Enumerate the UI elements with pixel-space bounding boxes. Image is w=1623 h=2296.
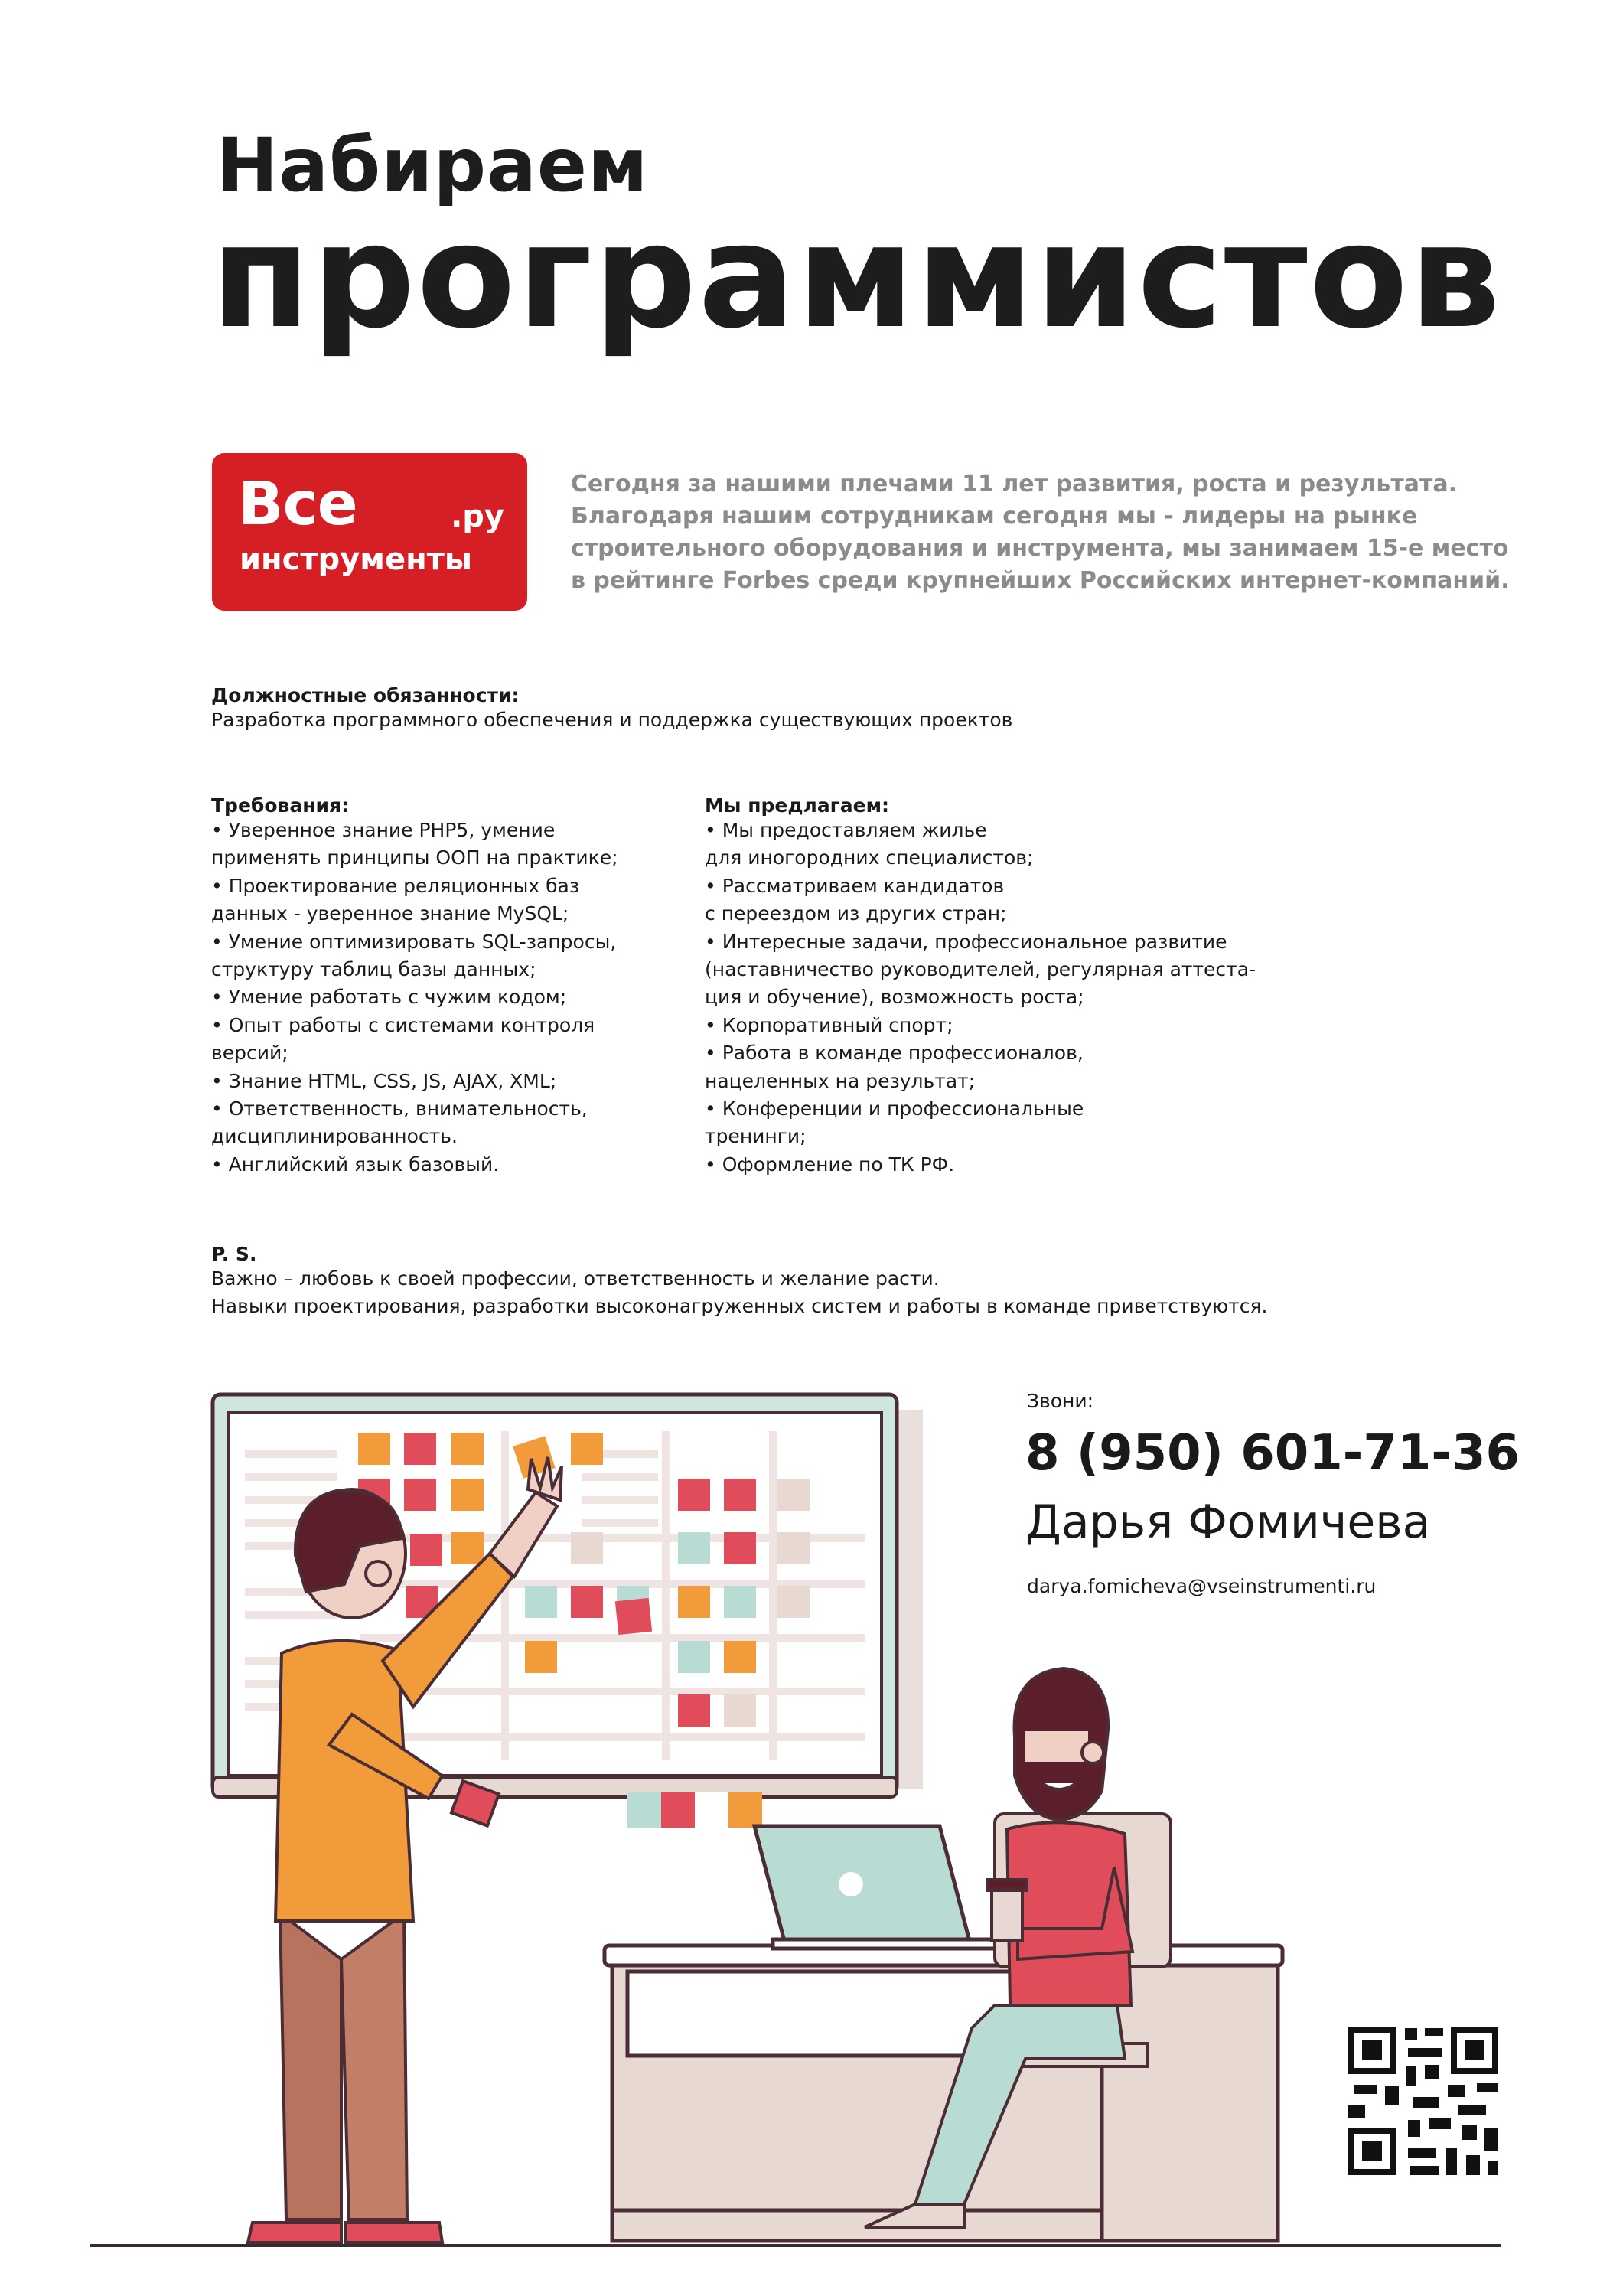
intro-line: Благодаря нашим сотрудникам сегодня мы - лидеры на рынке	[571, 503, 1418, 530]
requirements-line: • Умение работать с чужим кодом;	[211, 986, 567, 1009]
requirements-line: дисциплинированность.	[211, 1125, 458, 1148]
offer-line: для иногородних специалистов;	[705, 846, 1034, 869]
logo-word-small: инструменты	[240, 542, 473, 577]
requirements-line: • Умение оптимизировать SQL-запросы,	[211, 930, 617, 953]
contact-name: Дарья Фомичева	[1025, 1495, 1431, 1549]
intro-line: в рейтинге Forbes среди крупнейших Российских интернет-компаний.	[571, 567, 1510, 594]
ps-title: P. S.	[211, 1243, 257, 1265]
headline-main: программистов	[211, 193, 1502, 360]
call-label: Звони:	[1027, 1390, 1094, 1412]
logo-word-big: Все	[238, 470, 357, 539]
offer-line: • Корпоративный спорт;	[705, 1013, 953, 1036]
offer-line: • Оформление по ТК РФ.	[705, 1153, 955, 1176]
duties-text: Разработка программного обеспечения и поддержка существующих проектов	[211, 709, 1013, 731]
requirements-line: • Знание HTML, CSS, JS, AJAX, XML;	[211, 1069, 557, 1092]
requirements-line: • Опыт работы с системами контроля	[211, 1013, 595, 1036]
offer-line: тренинги;	[705, 1125, 807, 1148]
offer-line: • Мы предоставляем жилье	[705, 819, 987, 841]
requirements-line: версий;	[211, 1042, 288, 1065]
requirements-title: Требования:	[211, 794, 350, 817]
contact-email[interactable]: darya.fomicheva@vseinstrumenti.ru	[1027, 1575, 1377, 1597]
duties-title: Должностные обязанности:	[211, 684, 520, 706]
offer-line: • Интересные задачи, профессиональное развитие	[705, 930, 1227, 953]
logo-domain: .ру	[451, 499, 504, 534]
headline-top: Набираем	[217, 122, 649, 208]
ps-line: Навыки проектирования, разработки высоконагруженных систем и работы в команде приветствуются.	[211, 1295, 1268, 1318]
offer-line: с переездом из других стран;	[705, 902, 1007, 925]
requirements-line: • Уверенное знание PHP5, умение	[211, 819, 556, 841]
offer-line: (наставничество руководителей, регулярная аттеста-	[705, 958, 1256, 981]
offer-line: • Конференции и профессиональные	[705, 1097, 1084, 1120]
requirements-line: данных - уверенное знание MySQL;	[211, 902, 569, 925]
requirements-line: структуру таблиц базы данных;	[211, 958, 536, 981]
offer-line: • Работа в команде профессионалов,	[705, 1042, 1084, 1065]
offer-line: нацеленных на результат;	[705, 1069, 976, 1092]
intro-line: Сегодня за нашими плечами 11 лет развития, роста и результата.	[571, 471, 1457, 497]
offer-line: • Рассматриваем кандидатов	[705, 874, 1005, 897]
intro-line: строительного оборудования и инструмента, мы занимаем 15-е место	[571, 535, 1509, 562]
requirements-line: • Проектирование реляционных баз	[211, 874, 580, 897]
phone-number[interactable]: 8 (950) 601-71-36	[1025, 1425, 1520, 1482]
requirements-line: • Английский язык базовый.	[211, 1153, 500, 1176]
offer-line: ция и обучение), возможность роста;	[705, 986, 1084, 1009]
requirements-line: применять принципы ООП на практике;	[211, 846, 618, 869]
bottom-rule	[90, 2244, 1501, 2247]
requirements-line: • Ответственность, внимательность,	[211, 1097, 588, 1120]
ps-line: Важно – любовь к своей профессии, ответственность и желание расти.	[211, 1267, 940, 1290]
offer-title: Мы предлагаем:	[705, 794, 890, 817]
qr-code	[1348, 2027, 1498, 2175]
